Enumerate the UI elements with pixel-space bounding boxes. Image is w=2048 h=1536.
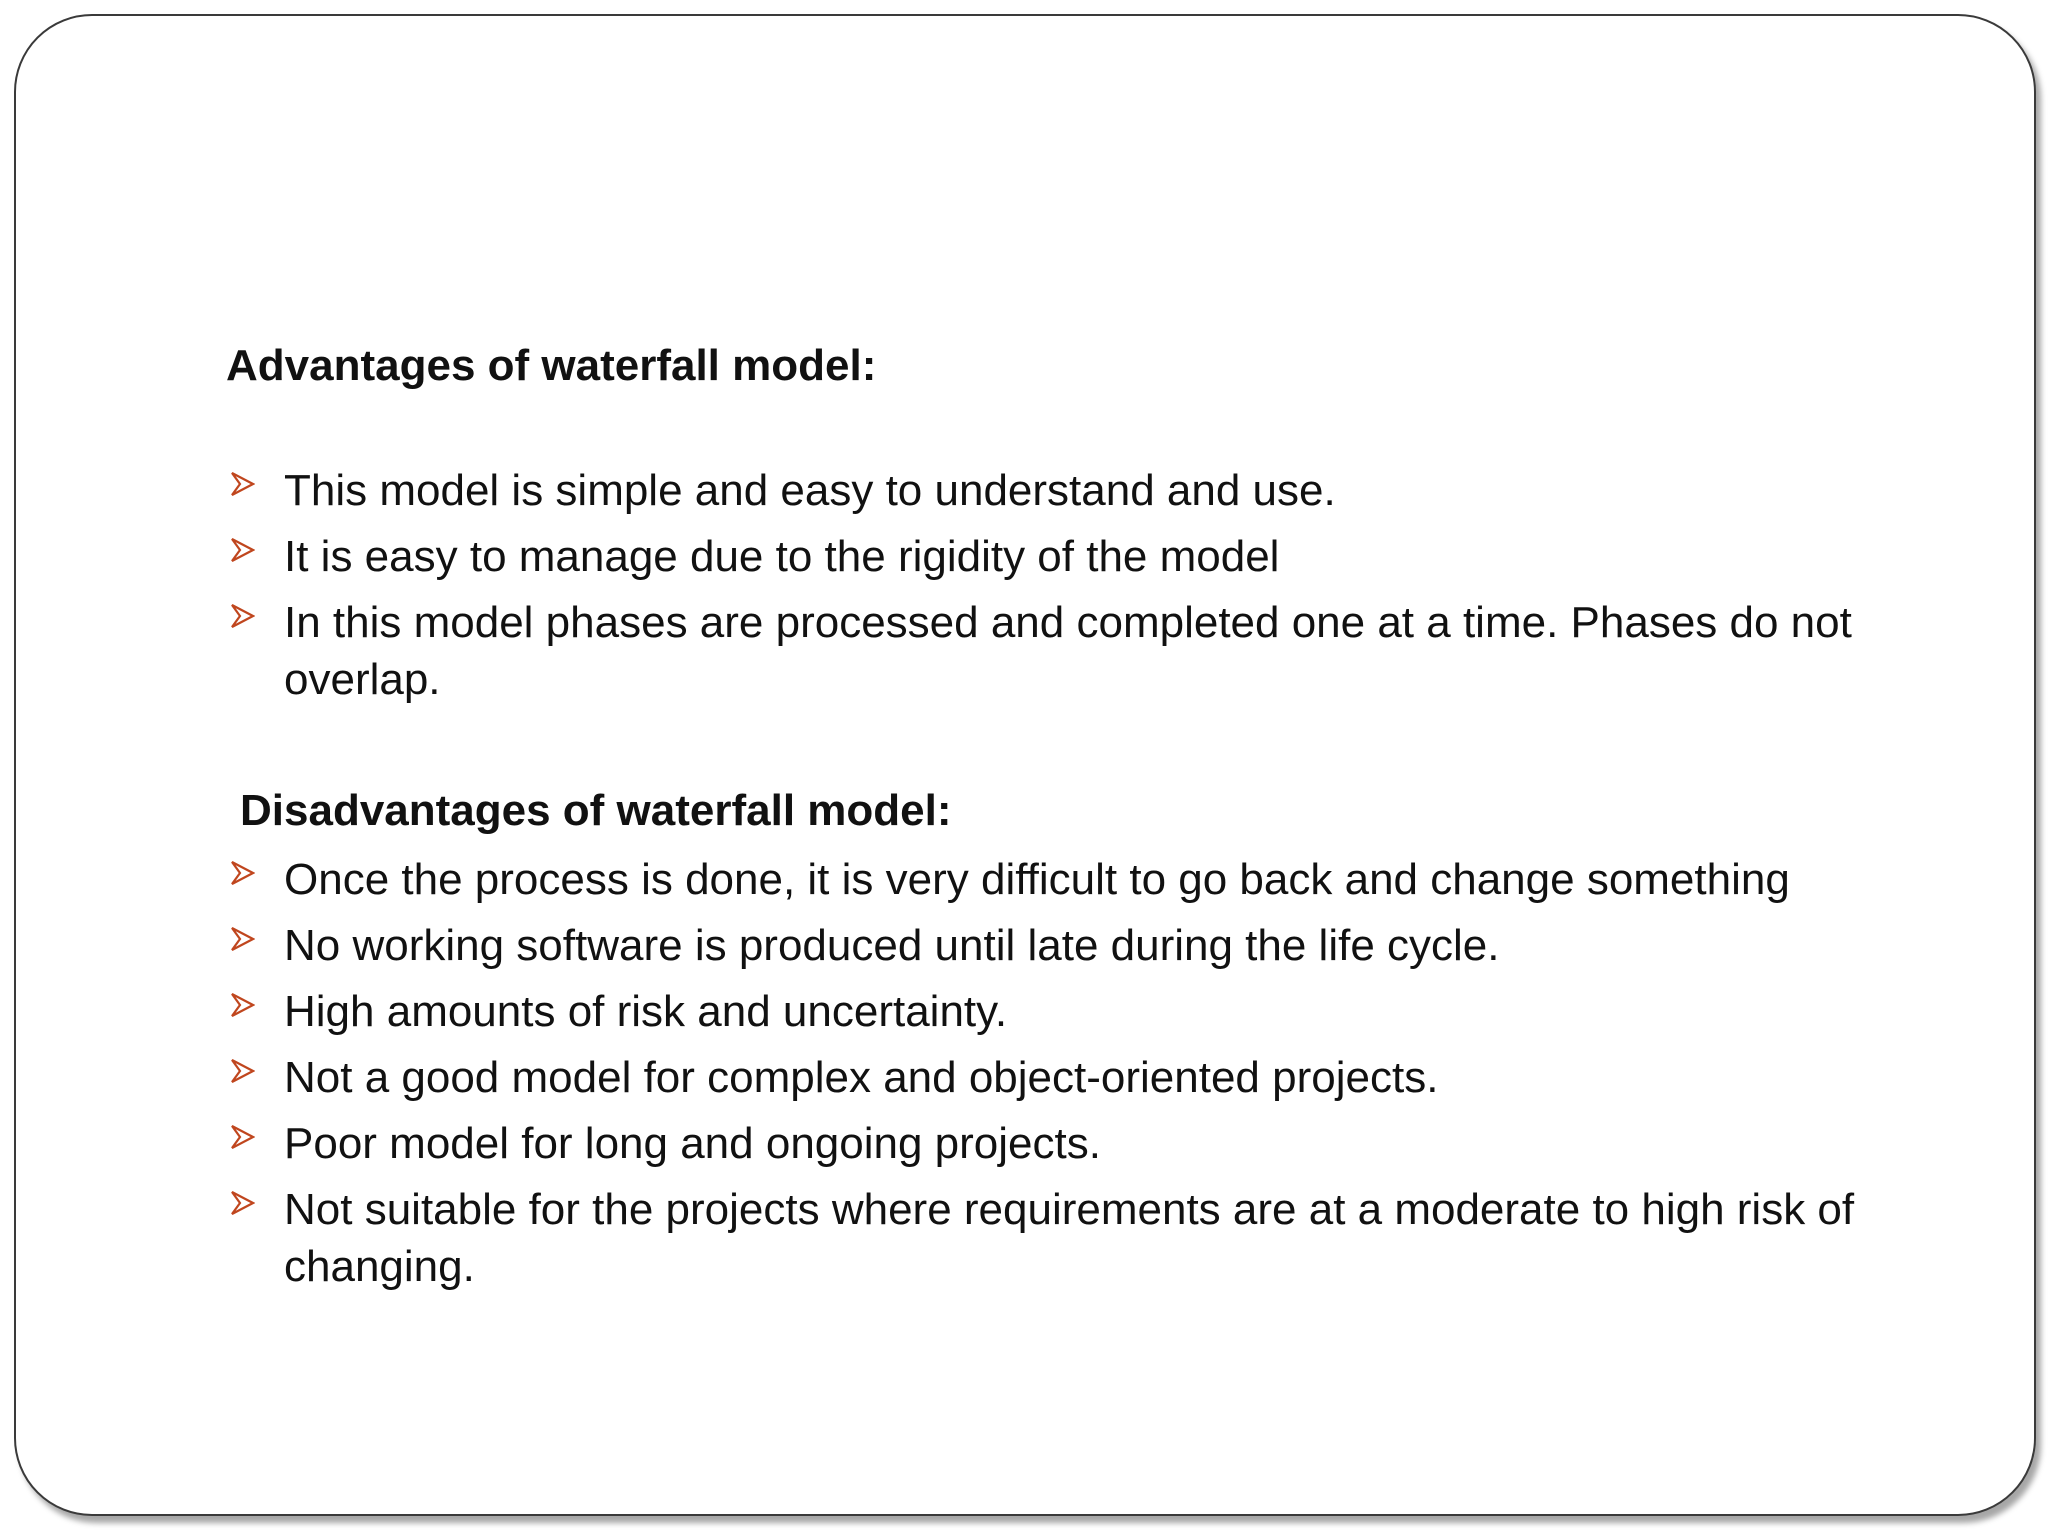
arrow-bullet-icon xyxy=(229,603,255,629)
disadvantage-item xyxy=(226,917,2004,974)
arrow-bullet-icon xyxy=(229,1124,255,1150)
disadvantage-text: No working software is produced until late during the life cycle. xyxy=(284,921,1500,970)
advantage-item xyxy=(226,594,2004,708)
advantages-list xyxy=(226,462,2004,717)
advantage-text: This model is simple and easy to understand and use. xyxy=(284,466,1336,515)
disadvantage-text: Poor model for long and ongoing projects. xyxy=(284,1119,1101,1168)
disadvantage-text: Once the process is done, it is very difficult to go back and change something xyxy=(284,855,1790,904)
disadvantage-text: Not a good model for complex and object-oriented projects. xyxy=(284,1053,1439,1102)
advantage-text: It is easy to manage due to the rigidity of the model xyxy=(284,532,1280,581)
arrow-bullet-icon xyxy=(229,1190,255,1216)
advantage-item xyxy=(226,528,2004,585)
disadvantage-item xyxy=(226,1115,2004,1172)
disadvantage-item xyxy=(226,851,2004,908)
arrow-bullet-icon xyxy=(229,537,255,563)
advantage-item xyxy=(226,462,2004,519)
disadvantage-text: High amounts of risk and uncertainty. xyxy=(284,987,1008,1036)
arrow-bullet-icon xyxy=(229,926,255,952)
arrow-bullet-icon xyxy=(229,860,255,886)
disadvantages-heading: Disadvantages of waterfall model: xyxy=(240,786,952,835)
advantages-heading: Advantages of waterfall model: xyxy=(226,341,877,390)
disadvantage-item xyxy=(226,1049,2004,1106)
arrow-bullet-icon xyxy=(229,1058,255,1084)
arrow-bullet-icon xyxy=(229,471,255,497)
disadvantage-item xyxy=(226,983,2004,1040)
advantage-text: In this model phases are processed and completed one at a time. Phases do not overlap. xyxy=(284,598,1852,704)
disadvantage-item xyxy=(226,1181,2004,1295)
arrow-bullet-icon xyxy=(229,992,255,1018)
disadvantage-text: Not suitable for the projects where requirements are at a moderate to high risk of changing. xyxy=(284,1185,1855,1291)
disadvantages-list xyxy=(226,851,2004,1304)
